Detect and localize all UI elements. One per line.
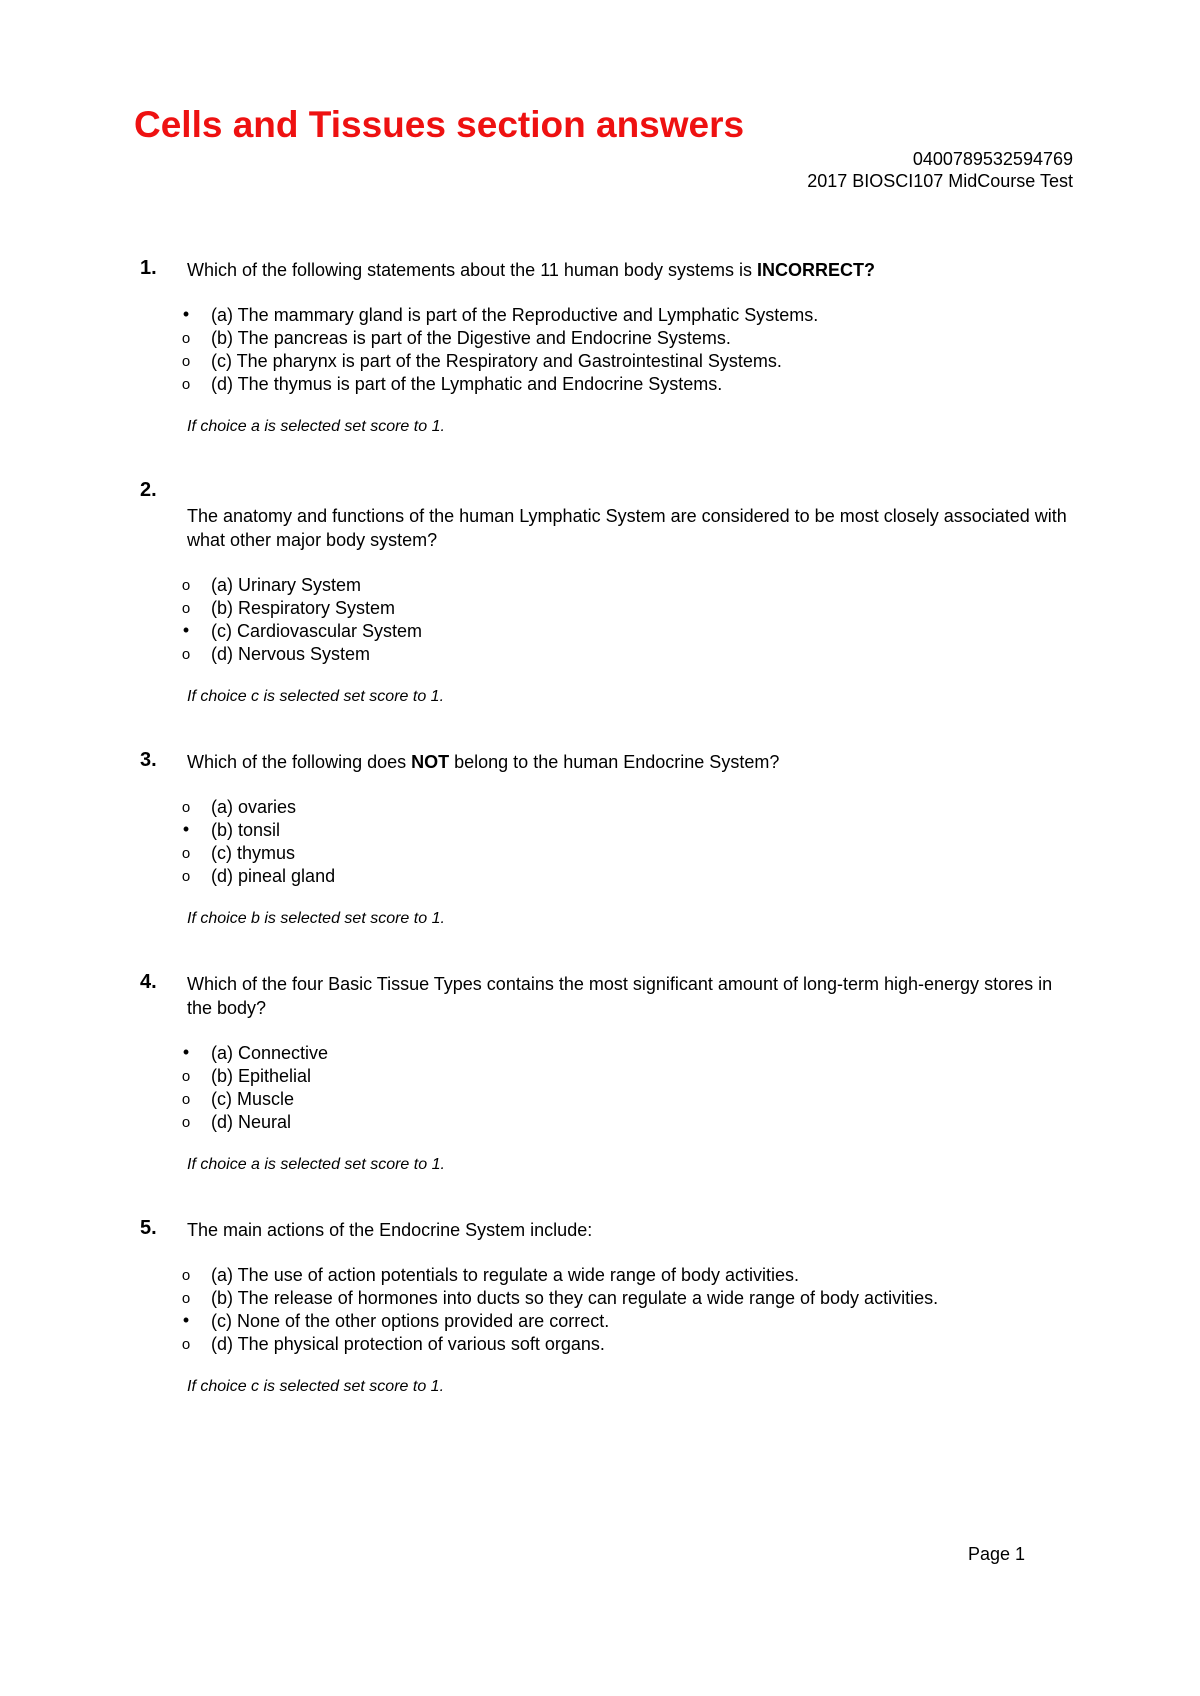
unselected-circle-icon: o xyxy=(181,577,191,594)
option-text: (b) The pancreas is part of the Digestive and Endocrine Systems. xyxy=(211,328,731,348)
question-header xyxy=(140,480,1080,552)
option-b xyxy=(140,1287,1080,1310)
option-b xyxy=(140,819,1080,842)
question-header xyxy=(140,258,1080,282)
option-b xyxy=(140,1065,1080,1088)
option-a xyxy=(140,574,1080,597)
option-text: (c) Muscle xyxy=(211,1089,295,1109)
unselected-circle-icon: o xyxy=(181,1267,191,1284)
option-c xyxy=(140,1088,1080,1111)
question-number: 5. xyxy=(140,1217,157,1239)
unselected-circle-icon: o xyxy=(181,1068,191,1085)
question-5 xyxy=(140,1218,1080,1398)
question-text: Which of the four Basic Tissue Types contains the most significant amount of long-term high-energy stores in the body? xyxy=(187,974,1053,1018)
option-a xyxy=(140,1264,1080,1287)
scoring-note: If choice a is selected set score to 1. xyxy=(187,1156,445,1173)
question-number: 1. xyxy=(140,257,157,279)
document-id: 0400789532594769 xyxy=(912,149,1073,169)
unselected-circle-icon: o xyxy=(181,376,191,393)
question-emphasis: INCORRECT? xyxy=(756,260,875,280)
unselected-circle-icon: o xyxy=(181,868,191,885)
option-text: (b) tonsil xyxy=(211,820,281,840)
scoring-note: If choice a is selected set score to 1. xyxy=(187,418,445,435)
question-1 xyxy=(140,258,1080,438)
option-text: (d) Nervous System xyxy=(211,644,371,664)
question-text: The main actions of the Endocrine System include: xyxy=(187,1220,593,1240)
option-text: (b) The release of hormones into ducts so they can regulate a wide range of body activities. xyxy=(211,1288,939,1308)
scoring-note: If choice c is selected set score to 1. xyxy=(187,1378,445,1395)
option-text: (d) The thymus is part of the Lymphatic and Endocrine Systems. xyxy=(211,374,723,394)
selected-bullet-icon: • xyxy=(182,819,190,839)
option-d xyxy=(140,643,1080,666)
option-text: (d) The physical protection of various soft organs. xyxy=(211,1334,605,1354)
unselected-circle-icon: o xyxy=(181,1336,191,1353)
question-3 xyxy=(140,750,1080,930)
option-list xyxy=(140,304,1080,396)
option-text: (a) Connective xyxy=(211,1043,329,1063)
question-text: The anatomy and functions of the human Lymphatic System are considered to be most closely associated with what other major body system? xyxy=(187,506,1067,550)
question-header xyxy=(140,972,1080,1020)
unselected-circle-icon: o xyxy=(181,330,191,347)
option-c xyxy=(140,350,1080,373)
option-text: (b) Respiratory System xyxy=(211,598,396,618)
course-name: 2017 BIOSCI107 MidCourse Test xyxy=(807,171,1073,191)
unselected-circle-icon: o xyxy=(181,799,191,816)
option-list xyxy=(140,574,1080,666)
option-a xyxy=(140,1042,1080,1065)
unselected-circle-icon: o xyxy=(181,1290,191,1307)
unselected-circle-icon: o xyxy=(181,845,191,862)
scoring-note: If choice b is selected set score to 1. xyxy=(187,910,445,927)
option-d xyxy=(140,865,1080,888)
unselected-circle-icon: o xyxy=(181,353,191,370)
option-text: (c) None of the other options provided are correct. xyxy=(211,1311,610,1331)
option-list xyxy=(140,1264,1080,1356)
option-a xyxy=(140,304,1080,327)
option-text: (d) pineal gland xyxy=(211,866,336,886)
question-emphasis: NOT xyxy=(411,752,450,772)
selected-bullet-icon: • xyxy=(182,304,190,324)
document-meta xyxy=(807,148,1073,192)
option-text: (a) ovaries xyxy=(211,797,297,817)
option-b xyxy=(140,327,1080,350)
question-text: Which of the following statements about the 11 human body systems is INCORRECT? xyxy=(187,260,875,280)
option-d xyxy=(140,1111,1080,1134)
selected-bullet-icon: • xyxy=(182,1310,190,1330)
option-text: (c) Cardiovascular System xyxy=(211,621,423,641)
unselected-circle-icon: o xyxy=(181,600,191,617)
scoring-note: If choice c is selected set score to 1. xyxy=(187,688,445,705)
option-list xyxy=(140,1042,1080,1134)
page-number: Page 1 xyxy=(968,1544,1026,1564)
option-c xyxy=(140,620,1080,643)
page-title: Cells and Tissues section answers xyxy=(134,104,745,145)
option-c xyxy=(140,1310,1080,1333)
question-number: 4. xyxy=(140,971,157,993)
question-text: Which of the following does NOT belong to the human Endocrine System? xyxy=(187,752,780,772)
question-4 xyxy=(140,972,1080,1176)
option-text: (a) The use of action potentials to regulate a wide range of body activities. xyxy=(211,1265,800,1285)
question-header xyxy=(140,1218,1080,1242)
option-text: (b) Epithelial xyxy=(211,1066,312,1086)
unselected-circle-icon: o xyxy=(181,1091,191,1108)
question-header xyxy=(140,750,1080,774)
option-d xyxy=(140,373,1080,396)
option-text: (a) Urinary System xyxy=(211,575,362,595)
selected-bullet-icon: • xyxy=(182,620,190,640)
option-a xyxy=(140,796,1080,819)
unselected-circle-icon: o xyxy=(181,1114,191,1131)
option-c xyxy=(140,842,1080,865)
option-d xyxy=(140,1333,1080,1356)
option-text: (c) The pharynx is part of the Respiratory and Gastrointestinal Systems. xyxy=(211,351,782,371)
option-text: (c) thymus xyxy=(211,843,296,863)
option-b xyxy=(140,597,1080,620)
option-list xyxy=(140,796,1080,888)
selected-bullet-icon: • xyxy=(182,1042,190,1062)
option-text: (d) Neural xyxy=(211,1112,292,1132)
question-2 xyxy=(140,480,1080,708)
question-number: 3. xyxy=(140,749,157,771)
option-text: (a) The mammary gland is part of the Reproductive and Lymphatic Systems. xyxy=(211,305,819,325)
question-number: 2. xyxy=(140,479,157,501)
unselected-circle-icon: o xyxy=(181,646,191,663)
